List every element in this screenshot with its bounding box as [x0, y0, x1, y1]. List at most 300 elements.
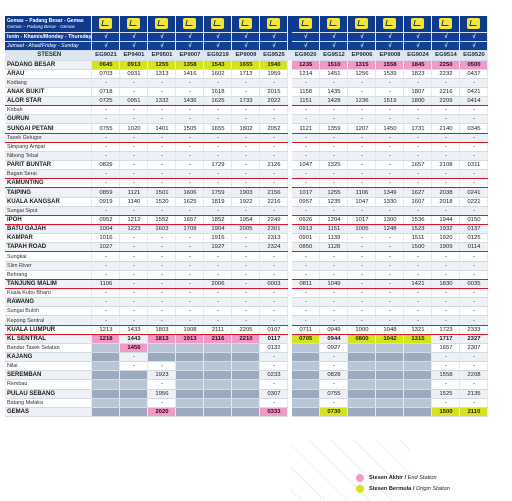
time-cell: 1151 [292, 97, 320, 106]
time-cell: 1049 [320, 279, 348, 288]
time-cell: 1358 [176, 60, 204, 69]
train-number: EG9514 [432, 50, 460, 60]
time-cell: - [232, 307, 260, 316]
route-title-en: Gemas – Padang Besar - Gemas [7, 23, 75, 29]
time-cell: - [120, 179, 148, 188]
time-cell: - [460, 289, 488, 298]
time-cell: 1416 [176, 69, 204, 78]
station-row [5, 398, 488, 407]
time-cell: - [376, 234, 404, 243]
day-tick: √ [204, 41, 232, 50]
time-cell: - [176, 179, 204, 188]
time-cell: - [460, 78, 488, 87]
time-cell: 0421 [460, 87, 488, 96]
time-cell: - [460, 353, 488, 362]
time-cell: - [348, 206, 376, 215]
time-cell: - [260, 151, 288, 160]
time-cell: 1525 [432, 389, 460, 398]
time-cell: 1927 [204, 243, 232, 252]
station-name: GEMAS [5, 407, 92, 416]
time-cell: 0931 [120, 69, 148, 78]
time-cell: - [348, 279, 376, 288]
time-cell: - [176, 133, 204, 142]
time-cell [92, 371, 120, 380]
time-cell: 1940 [260, 60, 288, 69]
time-cell: 1017 [292, 188, 320, 197]
time-cell: 1158 [292, 87, 320, 96]
time-cell [204, 398, 232, 407]
time-cell: 2038 [432, 188, 460, 197]
time-cell: - [232, 161, 260, 170]
time-cell: 1140 [120, 197, 148, 206]
station-name: Sungai Buloh [5, 307, 92, 316]
time-cell: 0150 [460, 215, 488, 224]
time-cell: - [232, 142, 260, 151]
time-cell: 1235 [292, 60, 320, 69]
station-name: Behrang [5, 270, 92, 279]
time-cell: 1016 [92, 234, 120, 243]
time-cell: - [376, 106, 404, 115]
time-cell: - [148, 398, 176, 407]
time-cell: 1456 [120, 343, 148, 352]
time-cell [348, 380, 376, 389]
time-cell [148, 353, 176, 362]
time-cell: - [204, 170, 232, 179]
time-cell: - [92, 106, 120, 115]
station-name: Kodiang [5, 78, 92, 87]
time-cell: 2210 [232, 334, 260, 343]
time-cell: 2301 [260, 225, 288, 234]
station-name: ALOR STAR [5, 97, 92, 106]
green-dot-icon [356, 485, 364, 493]
station-row [5, 371, 488, 380]
time-cell: 1852 [204, 215, 232, 224]
time-cell: - [120, 261, 148, 270]
time-cell: 1845 [404, 60, 432, 69]
station-row [5, 206, 488, 215]
station-name: Tasek Gelugor [5, 133, 92, 142]
time-cell: 0850 [292, 243, 320, 252]
day-tick: √ [148, 32, 176, 41]
time-cell: - [148, 170, 176, 179]
train-number: EG9021 [92, 50, 120, 60]
time-cell: 1248 [376, 225, 404, 234]
weekend-row [5, 41, 488, 50]
time-cell: 0114 [460, 243, 488, 252]
time-cell: 1212 [120, 215, 148, 224]
time-cell: 0859 [92, 188, 120, 197]
station-row [5, 78, 488, 87]
time-cell [176, 371, 204, 380]
time-cell: - [320, 316, 348, 325]
time-cell: 1807 [404, 87, 432, 96]
station-name: Batang Melaka [5, 398, 92, 407]
station-name: PULAU SEBANG [5, 389, 92, 398]
time-cell: 1959 [260, 69, 288, 78]
station-name: Nibong Tebal [5, 151, 92, 160]
time-cell: - [292, 289, 320, 298]
time-cell: - [232, 133, 260, 142]
time-cell: - [148, 142, 176, 151]
station-row [5, 188, 488, 197]
time-cell: - [176, 115, 204, 124]
time-cell: - [260, 398, 288, 407]
station-name: SUNGAI PETANI [5, 124, 92, 133]
time-cell: - [320, 307, 348, 316]
time-cell: - [432, 179, 460, 188]
time-cell: - [376, 243, 404, 252]
time-cell [120, 407, 148, 416]
station-row [5, 124, 488, 133]
time-cell: - [148, 289, 176, 298]
station-row [5, 170, 488, 179]
time-cell: - [260, 380, 288, 389]
time-cell: - [232, 252, 260, 261]
time-cell: 1625 [176, 197, 204, 206]
time-cell [204, 407, 232, 416]
station-name: Rembau [5, 380, 92, 389]
time-cell: - [120, 78, 148, 87]
time-cell: - [376, 78, 404, 87]
time-cell: - [120, 279, 148, 288]
time-cell: - [260, 316, 288, 325]
time-cell: - [148, 252, 176, 261]
time-cell: 2135 [460, 389, 488, 398]
time-cell [92, 398, 120, 407]
time-cell: - [432, 261, 460, 270]
time-cell: - [204, 142, 232, 151]
time-cell [348, 389, 376, 398]
time-cell: 2015 [260, 87, 288, 96]
station-row [5, 179, 488, 188]
time-cell: 1733 [232, 97, 260, 106]
station-row [5, 87, 488, 96]
time-cell: - [92, 170, 120, 179]
time-cell: - [404, 142, 432, 151]
station-name: ARAU [5, 69, 92, 78]
time-cell: 2205 [232, 325, 260, 334]
time-cell: 0703 [92, 69, 120, 78]
weekend-label-text: Jumaat - Ahad/Friday - Sunday [7, 42, 79, 49]
time-cell: - [120, 170, 148, 179]
day-tick: √ [120, 41, 148, 50]
time-cell: - [148, 106, 176, 115]
time-cell: 1539 [376, 69, 404, 78]
timetable-body [5, 60, 488, 416]
time-cell: - [320, 142, 348, 151]
time-cell: - [320, 133, 348, 142]
time-cell: - [148, 206, 176, 215]
day-tick: √ [432, 41, 460, 50]
time-cell: 1908 [176, 325, 204, 334]
train-number: EG9525 [260, 50, 288, 60]
time-cell: - [348, 78, 376, 87]
station-name: Nilai [5, 362, 92, 371]
legend [356, 473, 506, 495]
time-cell: - [460, 362, 488, 371]
time-cell: - [292, 261, 320, 270]
time-cell: 1819 [204, 197, 232, 206]
time-cell: - [404, 106, 432, 115]
station-row [5, 343, 488, 352]
time-cell: - [376, 161, 404, 170]
time-cell: 1359 [320, 124, 348, 133]
time-cell: - [348, 106, 376, 115]
time-cell: 1922 [232, 197, 260, 206]
train-number: EG9520 [460, 50, 488, 60]
time-cell: - [260, 142, 288, 151]
time-cell: 0927 [320, 343, 348, 352]
train-icon [92, 16, 120, 32]
time-cell: - [432, 307, 460, 316]
time-cell: 1004 [92, 225, 120, 234]
time-cell: - [120, 307, 148, 316]
day-tick: √ [292, 41, 320, 50]
time-cell: 1332 [148, 97, 176, 106]
station-row [5, 252, 488, 261]
time-cell: 0957 [292, 197, 320, 206]
time-cell: - [204, 270, 232, 279]
time-cell: 1655 [232, 60, 260, 69]
time-cell: - [232, 115, 260, 124]
time-cell: - [432, 316, 460, 325]
time-cell: - [120, 151, 148, 160]
time-cell [348, 398, 376, 407]
station-row [5, 307, 488, 316]
time-cell: - [348, 115, 376, 124]
station-row [5, 243, 488, 252]
time-cell: - [292, 78, 320, 87]
day-tick: √ [292, 32, 320, 41]
time-cell: - [376, 115, 404, 124]
time-cell: - [376, 133, 404, 142]
station-name: Kepong Sentral [5, 316, 92, 325]
time-cell [232, 389, 260, 398]
time-cell: - [376, 206, 404, 215]
station-row [5, 115, 488, 124]
time-cell: 1321 [404, 325, 432, 334]
train-number: EP9009 [232, 50, 260, 60]
time-cell: - [376, 316, 404, 325]
time-cell: 2140 [432, 124, 460, 133]
time-cell: - [92, 78, 120, 87]
time-cell [348, 371, 376, 380]
time-cell: - [376, 252, 404, 261]
station-row [5, 151, 488, 160]
day-tick: √ [92, 32, 120, 41]
train-number: EP9007 [176, 50, 204, 60]
time-cell: 0107 [260, 325, 288, 334]
time-cell: - [460, 179, 488, 188]
station-column-header: STESEN [5, 50, 92, 60]
time-cell: 1558 [432, 371, 460, 380]
time-cell: 1655 [204, 124, 232, 133]
time-cell: 1501 [148, 188, 176, 197]
time-cell: - [432, 380, 460, 389]
time-cell [292, 343, 320, 352]
time-cell: - [292, 142, 320, 151]
time-cell: 0711 [292, 325, 320, 334]
time-cell: - [260, 179, 288, 188]
time-cell: - [92, 206, 120, 215]
time-cell: 1602 [204, 69, 232, 78]
time-cell: - [404, 179, 432, 188]
day-tick: √ [176, 41, 204, 50]
time-cell: - [148, 133, 176, 142]
time-cell: - [260, 170, 288, 179]
station-row [5, 215, 488, 224]
time-cell: - [292, 307, 320, 316]
time-cell: 2249 [260, 215, 288, 224]
time-cell: 1428 [320, 97, 348, 106]
time-cell: - [148, 298, 176, 307]
time-cell: 1803 [148, 325, 176, 334]
time-cell: - [148, 179, 176, 188]
time-cell: 0221 [460, 197, 488, 206]
time-cell: - [320, 270, 348, 279]
time-cell: - [376, 142, 404, 151]
station-row [5, 362, 488, 371]
time-cell: - [292, 170, 320, 179]
time-cell [404, 353, 432, 362]
time-cell: - [432, 115, 460, 124]
time-cell: - [460, 307, 488, 316]
time-cell: 0132 [260, 343, 288, 352]
time-cell: - [404, 206, 432, 215]
time-cell: - [232, 151, 260, 160]
time-cell [176, 353, 204, 362]
time-cell: - [176, 279, 204, 288]
time-cell: - [320, 170, 348, 179]
time-cell: - [232, 279, 260, 288]
day-tick: √ [260, 41, 288, 50]
time-cell: 0828 [320, 371, 348, 380]
time-cell: 2327 [460, 334, 488, 343]
station-name: Slim River [5, 261, 92, 270]
time-cell: 1435 [320, 87, 348, 96]
time-cell: - [320, 353, 348, 362]
time-cell: 1717 [432, 334, 460, 343]
time-cell [204, 353, 232, 362]
time-cell: 2324 [260, 243, 288, 252]
time-cell: 1349 [376, 188, 404, 197]
time-cell: - [260, 362, 288, 371]
time-cell: 0718 [92, 87, 120, 96]
time-cell: - [348, 307, 376, 316]
timetable [5, 16, 488, 417]
time-cell: - [376, 298, 404, 307]
time-cell: - [176, 298, 204, 307]
time-cell: 1433 [120, 325, 148, 334]
time-cell [348, 407, 376, 416]
time-cell: 2005 [232, 225, 260, 234]
time-cell: - [176, 106, 204, 115]
time-cell: 1020 [120, 124, 148, 133]
time-cell: 1121 [292, 124, 320, 133]
time-cell: - [320, 261, 348, 270]
train-icon [292, 16, 320, 32]
time-cell: - [260, 115, 288, 124]
train-icon [232, 16, 260, 32]
time-cell: - [320, 289, 348, 298]
time-cell: - [260, 206, 288, 215]
time-cell [404, 398, 432, 407]
time-cell: - [348, 234, 376, 243]
time-cell: - [348, 270, 376, 279]
time-cell: 1932 [432, 225, 460, 234]
time-cell: - [348, 151, 376, 160]
time-cell: 2018 [432, 197, 460, 206]
time-cell: 1106 [92, 279, 120, 288]
time-cell: - [148, 270, 176, 279]
time-cell: - [148, 261, 176, 270]
train-number: EP9006 [348, 50, 376, 60]
station-row [5, 97, 488, 106]
time-cell: 1047 [292, 161, 320, 170]
time-cell: - [232, 179, 260, 188]
time-cell: 1017 [348, 215, 376, 224]
time-cell: - [148, 316, 176, 325]
time-cell [292, 362, 320, 371]
station-row [5, 298, 488, 307]
time-cell: - [432, 151, 460, 160]
day-tick: √ [232, 41, 260, 50]
time-cell: - [176, 307, 204, 316]
time-cell [232, 353, 260, 362]
station-name: KUALA KANGSAR [5, 197, 92, 206]
day-tick: √ [348, 32, 376, 41]
station-name: TAPAH ROAD [5, 243, 92, 252]
time-cell: - [260, 307, 288, 316]
time-cell [176, 398, 204, 407]
station-name: TANJUNG MALIM [5, 279, 92, 288]
time-cell: 0137 [460, 225, 488, 234]
time-cell: - [148, 234, 176, 243]
time-cell: 2020 [148, 407, 176, 416]
time-cell: - [292, 106, 320, 115]
time-cell: - [176, 87, 204, 96]
time-cell: - [204, 133, 232, 142]
route-header-row [5, 16, 488, 32]
time-cell: 2313 [260, 234, 288, 243]
time-cell: 0952 [92, 215, 120, 224]
station-row [5, 353, 488, 362]
time-cell: - [204, 106, 232, 115]
time-cell: - [232, 206, 260, 215]
time-cell: - [432, 270, 460, 279]
time-cell: - [460, 298, 488, 307]
time-cell: - [92, 252, 120, 261]
time-cell [404, 389, 432, 398]
time-cell: 0125 [460, 234, 488, 243]
train-icon [376, 16, 404, 32]
time-cell: - [460, 252, 488, 261]
legend-origin-station [356, 484, 506, 494]
time-cell: 1802 [232, 124, 260, 133]
time-cell [404, 380, 432, 389]
time-cell: 1913 [176, 334, 204, 343]
time-cell [92, 353, 120, 362]
day-tick: √ [320, 32, 348, 41]
route-title [5, 16, 92, 32]
time-cell: - [176, 270, 204, 279]
time-cell: - [348, 261, 376, 270]
time-cell: 1421 [404, 279, 432, 288]
time-cell [232, 362, 260, 371]
time-cell: 0949 [320, 325, 348, 334]
time-cell: 1128 [320, 243, 348, 252]
train-icon [204, 16, 232, 32]
